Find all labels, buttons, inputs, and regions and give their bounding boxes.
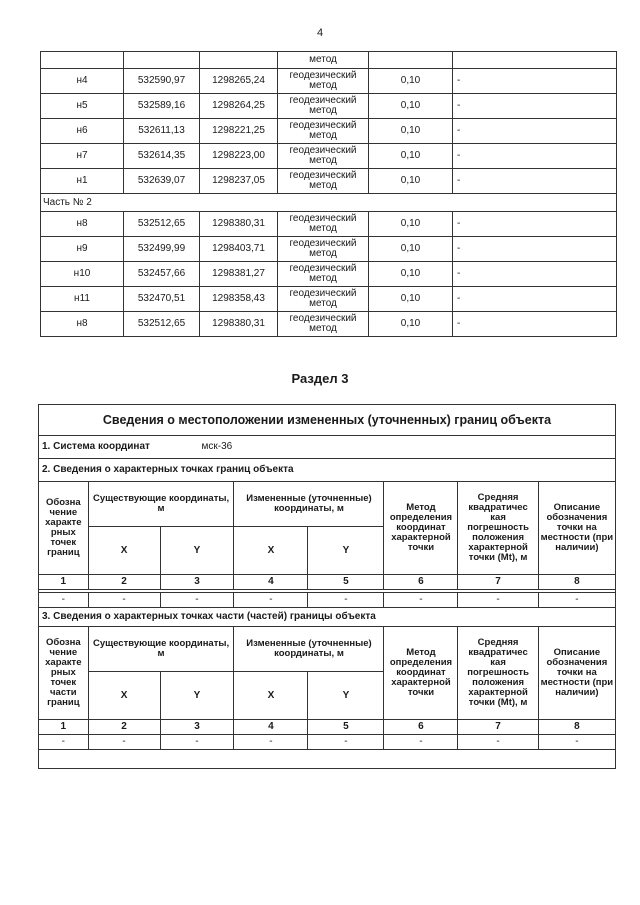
table-row <box>41 169 617 194</box>
method-cell: геодезический метод <box>278 312 369 337</box>
table-row <box>41 69 617 94</box>
y-coordinate-cell: 1298264,25 <box>200 94 278 119</box>
point-name-cell: н8 <box>41 212 124 237</box>
header-point-name-part: Обозна чение характе рных точек части границ <box>39 627 89 720</box>
x-coordinate-cell: 532512,65 <box>124 212 200 237</box>
table-row <box>41 262 617 287</box>
col-number: 8 <box>538 720 615 735</box>
table-row: - - - - - - - - <box>39 735 616 750</box>
col-number: 2 <box>88 720 160 735</box>
description-cell: - <box>453 69 617 94</box>
method-cell: геодезический метод <box>278 94 369 119</box>
method-cell: геодезический метод <box>278 212 369 237</box>
y-coordinate-cell: 1298237,05 <box>200 169 278 194</box>
accuracy-cell: 0,10 <box>369 237 453 262</box>
header-y: Y <box>160 672 234 720</box>
header-accuracy: Средняя квадратичес кая погрешность положения характерной точки (Mt), м <box>458 482 538 575</box>
y-coordinate-cell: 1298221,25 <box>200 119 278 144</box>
accuracy-cell: 0,10 <box>369 262 453 287</box>
table-row: - - - - - - - - <box>39 593 616 608</box>
part-label: Часть № 2 <box>41 194 617 212</box>
x-coordinate-cell: 532499,99 <box>124 237 200 262</box>
header-point-name: Обозна чение характе рных точек границ <box>39 482 89 575</box>
col-number: 4 <box>234 720 308 735</box>
header-method: Метод определения координат характерной точки <box>384 482 458 575</box>
col-number: 6 <box>384 575 458 590</box>
table-row <box>41 52 617 69</box>
header-existing-coords: Существующие координаты, м <box>88 482 234 527</box>
x-coordinate-cell: 532590,97 <box>124 69 200 94</box>
part-points-label: 3. Сведения о характерных точках части (частей) границы объекта <box>39 608 616 627</box>
method-cell: геодезический метод <box>278 119 369 144</box>
col-number: 7 <box>458 575 538 590</box>
y-coordinate-cell: 1298403,71 <box>200 237 278 262</box>
coord-system-value: мск-36 <box>201 441 233 452</box>
point-name-cell: н5 <box>41 94 124 119</box>
header-accuracy: Средняя квадратичес кая погрешность положения характерной точки (Mt), м <box>458 627 538 720</box>
x-coordinate-cell: 532614,35 <box>124 144 200 169</box>
col-number: 4 <box>234 575 308 590</box>
col-number: 7 <box>458 720 538 735</box>
point-name-cell: н10 <box>41 262 124 287</box>
header-description: Описание обозначения точки на местности (при наличии) <box>538 627 615 720</box>
table-row <box>41 119 617 144</box>
x-coordinate-cell: 532470,51 <box>124 287 200 312</box>
method-cell: геодезический метод <box>278 69 369 94</box>
table-row <box>41 287 617 312</box>
table-row <box>41 237 617 262</box>
col-number: 3 <box>160 720 234 735</box>
description-cell: - <box>453 94 617 119</box>
y-coordinate-cell: 1298380,31 <box>200 212 278 237</box>
col-number: 1 <box>39 575 89 590</box>
point-name-cell: н11 <box>41 287 124 312</box>
y-coordinate-cell: 1298223,00 <box>200 144 278 169</box>
table-row <box>41 144 617 169</box>
header-x: X <box>88 527 160 575</box>
col-number: 5 <box>308 575 384 590</box>
x-coordinate-cell: 532512,65 <box>124 312 200 337</box>
x-coordinate-cell: 532457,66 <box>124 262 200 287</box>
part-label-row <box>41 194 617 212</box>
col-number: 8 <box>538 575 615 590</box>
header-changed-coords: Измененные (уточненные) координаты, м <box>234 482 384 527</box>
point-name-cell: н9 <box>41 237 124 262</box>
method-cell: геодезический метод <box>278 169 369 194</box>
method-cell: геодезический метод <box>278 287 369 312</box>
header-y: Y <box>308 527 384 575</box>
page-number: 4 <box>316 27 324 39</box>
col-number: 2 <box>88 575 160 590</box>
y-coordinate-cell: 1298358,43 <box>200 287 278 312</box>
description-cell: - <box>453 169 617 194</box>
header-existing-coords: Существующие координаты, м <box>88 627 234 672</box>
x-coordinate-cell: 532589,16 <box>124 94 200 119</box>
method-cell: метод <box>278 52 369 69</box>
point-name-cell: н6 <box>41 119 124 144</box>
header-method: Метод определения координат характерной точки <box>384 627 458 720</box>
col-number: 5 <box>308 720 384 735</box>
accuracy-cell: 0,10 <box>369 169 453 194</box>
header-changed-coords: Измененные (уточненные) координаты, м <box>234 627 384 672</box>
description-cell: - <box>453 212 617 237</box>
x-coordinate-cell: 532611,13 <box>124 119 200 144</box>
section3-caption: Сведения о местоположении измененных (уточненных) границ объекта <box>39 405 616 436</box>
y-coordinate-cell: 1298265,24 <box>200 69 278 94</box>
point-name-cell: н8 <box>41 312 124 337</box>
description-cell: - <box>453 119 617 144</box>
accuracy-cell: 0,10 <box>369 69 453 94</box>
accuracy-cell: 0,10 <box>369 144 453 169</box>
col-number: 3 <box>160 575 234 590</box>
boundary-points-label: 2. Сведения о характерных точках границ объекта <box>39 459 616 482</box>
method-cell: геодезический метод <box>278 237 369 262</box>
header-y: Y <box>160 527 234 575</box>
coordinates-table <box>40 51 617 337</box>
coord-system-label: 1. Система координат <box>42 441 150 452</box>
description-cell: - <box>453 287 617 312</box>
table-row <box>41 212 617 237</box>
description-cell: - <box>453 144 617 169</box>
accuracy-cell: 0,10 <box>369 94 453 119</box>
accuracy-cell: 0,10 <box>369 312 453 337</box>
point-name-cell: н7 <box>41 144 124 169</box>
table-row <box>41 94 617 119</box>
header-x: X <box>234 527 308 575</box>
accuracy-cell: 0,10 <box>369 287 453 312</box>
section3-table <box>38 404 616 750</box>
table-row <box>41 312 617 337</box>
accuracy-cell: 0,10 <box>369 119 453 144</box>
description-cell: - <box>453 262 617 287</box>
section-title: Раздел 3 <box>291 371 349 386</box>
point-name-cell: н4 <box>41 69 124 94</box>
y-coordinate-cell: 1298380,31 <box>200 312 278 337</box>
header-x: X <box>88 672 160 720</box>
header-x: X <box>234 672 308 720</box>
method-cell: геодезический метод <box>278 262 369 287</box>
method-cell: геодезический метод <box>278 144 369 169</box>
coord-system-row <box>39 436 616 459</box>
col-number: 1 <box>39 720 89 735</box>
header-y: Y <box>308 672 384 720</box>
description-cell: - <box>453 237 617 262</box>
description-cell: - <box>453 312 617 337</box>
accuracy-cell: 0,10 <box>369 212 453 237</box>
col-number: 6 <box>384 720 458 735</box>
y-coordinate-cell: 1298381,27 <box>200 262 278 287</box>
header-description: Описание обозначения точки на местности (при наличии) <box>538 482 615 575</box>
point-name-cell: н1 <box>41 169 124 194</box>
x-coordinate-cell: 532639,07 <box>124 169 200 194</box>
